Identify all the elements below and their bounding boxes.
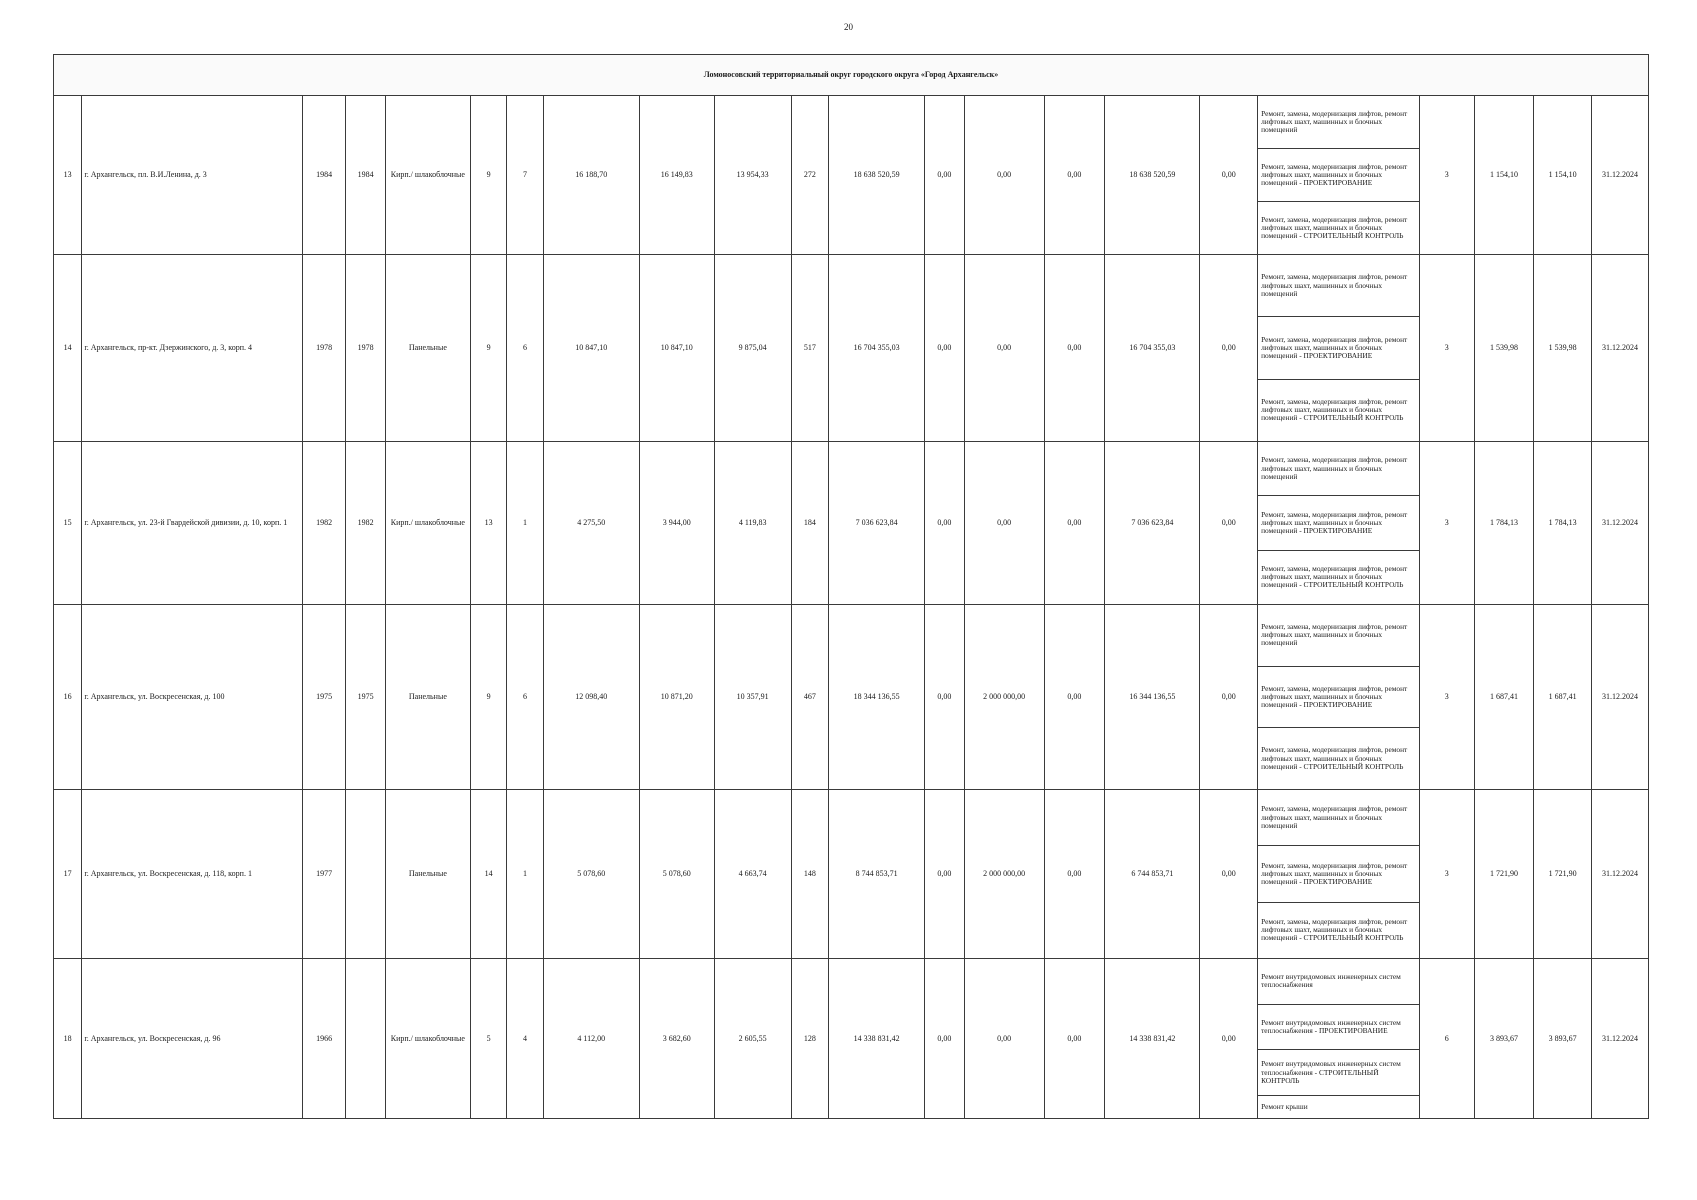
work-item (1258, 790, 1419, 846)
work-code-cell: 6 (1419, 959, 1474, 1119)
work-code-cell: 3 (1419, 96, 1474, 255)
entrances-cell: 4 (507, 959, 543, 1119)
cost-c4-cell: 14 338 831,42 (1105, 959, 1200, 1119)
entrances-cell: 6 (507, 255, 543, 442)
address-cell: г. Архангельск, пл. В.И.Ленина, д. 3 (82, 96, 303, 255)
cost-c4-cell: 16 704 355,03 (1105, 255, 1200, 442)
works-cell (1258, 442, 1420, 605)
work-item-text: Ремонт, замена, модернизация лифтов, ремонт лифтовых шахт, машинных и блочных помещений - СТРОИТЕЛЬНЫЙ КОНТРОЛЬ (1261, 563, 1408, 590)
address-cell: г. Архангельск, ул. Воскресенская, д. 100 (82, 605, 303, 790)
area-a-cell: 5 078,60 (639, 790, 714, 959)
area-a-cell: 10 847,10 (639, 255, 714, 442)
cost-c3-cell: 0,00 (1044, 790, 1105, 959)
cost-c1-cell: 0,00 (925, 96, 964, 255)
cost-c1-cell: 0,00 (925, 605, 964, 790)
work-item-text: Ремонт, замена, модернизация лифтов, ремонт лифтовых шахт, машинных и блочных помещений - ПРОЕКТИРОВАНИЕ (1261, 683, 1408, 710)
works-list (1258, 96, 1419, 254)
cost-c1-cell: 0,00 (925, 255, 964, 442)
work-item-text: Ремонт, замена, модернизация лифтов, ремонт лифтовых шахт, машинных и блочных помещений - ПРОЕКТИРОВАНИЕ (1261, 509, 1408, 536)
deadline-cell: 31.12.2024 (1591, 255, 1648, 442)
cost-c3-cell: 0,00 (1044, 255, 1105, 442)
repair-register-table (53, 54, 1649, 1119)
limit-cost-cell: 3 893,67 (1534, 959, 1592, 1119)
wall-material-cell: Панельные (385, 255, 470, 442)
entrances-cell: 7 (507, 96, 543, 255)
unit-cost-cell: 1 784,13 (1474, 442, 1534, 605)
row-number-cell: 15 (54, 442, 82, 605)
entrances-cell: 6 (507, 605, 543, 790)
cost-c2-cell: 2 000 000,00 (964, 790, 1044, 959)
entrances-cell: 1 (507, 442, 543, 605)
year-renovation-cell: 1975 (346, 605, 385, 790)
cost-c1-cell: 0,00 (925, 442, 964, 605)
residents-cell: 128 (791, 959, 828, 1119)
area-a-cell: 3 944,00 (639, 442, 714, 605)
residents-cell: 467 (791, 605, 828, 790)
row-number-cell: 16 (54, 605, 82, 790)
cost-c5-cell: 0,00 (1200, 959, 1258, 1119)
deadline-cell: 31.12.2024 (1591, 790, 1648, 959)
unit-cost-cell: 3 893,67 (1474, 959, 1534, 1119)
work-item (1258, 96, 1419, 149)
cost-c5-cell: 0,00 (1200, 96, 1258, 255)
work-code-cell: 3 (1419, 255, 1474, 442)
works-list (1258, 959, 1419, 1118)
year-built-cell: 1982 (302, 442, 346, 605)
address-cell: г. Архангельск, пр-кт. Дзержинского, д. 3, корп. 4 (82, 255, 303, 442)
cost-c2-cell: 0,00 (964, 255, 1044, 442)
work-item-text: Ремонт внутридомовых инженерных систем теплоснабжения - ПРОЕКТИРОВАНИЕ (1261, 1017, 1401, 1035)
cost-c1-cell: 0,00 (925, 959, 964, 1119)
total-area-cell: 16 188,70 (543, 96, 639, 255)
residents-cell: 184 (791, 442, 828, 605)
year-renovation-cell (346, 790, 385, 959)
unit-cost-cell: 1 539,98 (1474, 255, 1534, 442)
cost-total-cell: 8 744 853,71 (829, 790, 925, 959)
year-renovation-cell: 1982 (346, 442, 385, 605)
cost-c5-cell: 0,00 (1200, 255, 1258, 442)
cost-c1-cell: 0,00 (925, 790, 964, 959)
cost-c2-cell: 0,00 (964, 959, 1044, 1119)
floors-cell: 13 (470, 442, 506, 605)
cost-c5-cell: 0,00 (1200, 790, 1258, 959)
year-renovation-cell: 1978 (346, 255, 385, 442)
table-row (54, 255, 1649, 442)
limit-cost-cell: 1 687,41 (1534, 605, 1592, 790)
unit-cost-cell: 1 721,90 (1474, 790, 1534, 959)
deadline-cell: 31.12.2024 (1591, 959, 1648, 1119)
area-b-cell: 4 663,74 (714, 790, 791, 959)
region-title: Ломоносовский территориальный округ городского округа «Город Архангельск» (54, 55, 1649, 96)
limit-cost-cell: 1 721,90 (1534, 790, 1592, 959)
limit-cost-cell: 1 784,13 (1534, 442, 1592, 605)
wall-material-cell: Панельные (385, 790, 470, 959)
limit-cost-cell: 1 539,98 (1534, 255, 1592, 442)
residents-cell: 272 (791, 96, 828, 255)
row-number-cell: 14 (54, 255, 82, 442)
work-code-cell: 3 (1419, 790, 1474, 959)
area-a-cell: 3 682,60 (639, 959, 714, 1119)
page-number: 20 (844, 22, 853, 32)
cost-c3-cell: 0,00 (1044, 442, 1105, 605)
year-built-cell: 1966 (302, 959, 346, 1119)
work-item-text: Ремонт, замена, модернизация лифтов, ремонт лифтовых шахт, машинных и блочных помещений (1261, 108, 1408, 135)
total-area-cell: 5 078,60 (543, 790, 639, 959)
cost-c2-cell: 0,00 (964, 442, 1044, 605)
cost-c2-cell: 0,00 (964, 96, 1044, 255)
floors-cell: 5 (470, 959, 506, 1119)
year-built-cell: 1984 (302, 96, 346, 255)
work-item-text: Ремонт, замена, модернизация лифтов, ремонт лифтовых шахт, машинных и блочных помещений - СТРОИТЕЛЬНЫЙ КОНТРОЛЬ (1261, 396, 1408, 423)
works-cell (1258, 96, 1420, 255)
floors-cell: 14 (470, 790, 506, 959)
cost-total-cell: 7 036 623,84 (829, 442, 925, 605)
residents-cell: 148 (791, 790, 828, 959)
work-item-text: Ремонт внутридомовых инженерных систем теплоснабжения (1261, 972, 1401, 990)
deadline-cell: 31.12.2024 (1591, 96, 1648, 255)
wall-material-cell: Панельные (385, 605, 470, 790)
wall-material-cell: Кирп./ шлакоблочные (385, 442, 470, 605)
table-row (54, 442, 1649, 605)
floors-cell: 9 (470, 255, 506, 442)
work-item (1258, 903, 1419, 958)
work-item-text: Ремонт, замена, модернизация лифтов, ремонт лифтовых шахт, машинных и блочных помещений - СТРОИТЕЛЬНЫЙ КОНТРОЛЬ (1261, 745, 1408, 771)
area-b-cell: 13 954,33 (714, 96, 791, 255)
total-area-cell: 4 112,00 (543, 959, 639, 1119)
works-cell (1258, 959, 1420, 1119)
floors-cell: 9 (470, 605, 506, 790)
work-item (1258, 1005, 1419, 1051)
work-item (1258, 496, 1419, 550)
table-row (54, 959, 1649, 1119)
work-item (1258, 551, 1419, 604)
work-item (1258, 202, 1419, 254)
cost-c2-cell: 2 000 000,00 (964, 605, 1044, 790)
work-item (1258, 1096, 1419, 1118)
row-number-cell: 18 (54, 959, 82, 1119)
work-item (1258, 728, 1419, 789)
works-list (1258, 605, 1419, 789)
year-renovation-cell (346, 959, 385, 1119)
works-cell (1258, 605, 1420, 790)
year-renovation-cell: 1984 (346, 96, 385, 255)
entrances-cell: 1 (507, 790, 543, 959)
cost-c3-cell: 0,00 (1044, 959, 1105, 1119)
cost-c4-cell: 7 036 623,84 (1105, 442, 1200, 605)
row-number-cell: 17 (54, 790, 82, 959)
cost-c5-cell: 0,00 (1200, 442, 1258, 605)
work-item (1258, 1050, 1419, 1096)
wall-material-cell: Кирп./ шлакоблочные (385, 959, 470, 1119)
residents-cell: 517 (791, 255, 828, 442)
address-cell: г. Архангельск, ул. 23-й Гвардейской дивизии, д. 10, корп. 1 (82, 442, 303, 605)
work-item-text: Ремонт внутридомовых инженерных систем теплоснабжения - СТРОИТЕЛЬНЫЙ КОНТРОЛЬ (1261, 1059, 1401, 1085)
work-item (1258, 317, 1419, 379)
work-code-cell: 3 (1419, 442, 1474, 605)
cost-total-cell: 18 638 520,59 (829, 96, 925, 255)
unit-cost-cell: 1 687,41 (1474, 605, 1534, 790)
cost-total-cell: 18 344 136,55 (829, 605, 925, 790)
cost-c4-cell: 18 638 520,59 (1105, 96, 1200, 255)
cost-c3-cell: 0,00 (1044, 96, 1105, 255)
table-row (54, 790, 1649, 959)
table-row (54, 96, 1649, 255)
work-item-text: Ремонт, замена, модернизация лифтов, ремонт лифтовых шахт, машинных и блочных помещений - СТРОИТЕЛЬНЫЙ КОНТРОЛЬ (1261, 214, 1408, 241)
deadline-cell: 31.12.2024 (1591, 442, 1648, 605)
work-item (1258, 959, 1419, 1005)
works-cell (1258, 790, 1420, 959)
work-code-cell: 3 (1419, 605, 1474, 790)
wall-material-cell: Кирп./ шлакоблочные (385, 96, 470, 255)
area-b-cell: 2 605,55 (714, 959, 791, 1119)
works-list (1258, 442, 1419, 604)
work-item-text: Ремонт, замена, модернизация лифтов, ремонт лифтовых шахт, машинных и блочных помещений - ПРОЕКТИРОВАНИЕ (1261, 161, 1408, 188)
cost-c5-cell: 0,00 (1200, 605, 1258, 790)
work-item (1258, 605, 1419, 667)
work-item (1258, 380, 1419, 441)
area-a-cell: 10 871,20 (639, 605, 714, 790)
cost-c3-cell: 0,00 (1044, 605, 1105, 790)
work-item-text: Ремонт, замена, модернизация лифтов, ремонт лифтовых шахт, машинных и блочных помещений (1261, 621, 1408, 648)
floors-cell: 9 (470, 96, 506, 255)
area-a-cell: 16 149,83 (639, 96, 714, 255)
cost-total-cell: 14 338 831,42 (829, 959, 925, 1119)
work-item-text: Ремонт, замена, модернизация лифтов, ремонт лифтовых шахт, машинных и блочных помещений (1261, 455, 1408, 481)
year-built-cell: 1977 (302, 790, 346, 959)
work-item (1258, 149, 1419, 202)
works-list (1258, 255, 1419, 441)
limit-cost-cell: 1 154,10 (1534, 96, 1592, 255)
work-item (1258, 442, 1419, 496)
cost-c4-cell: 6 744 853,71 (1105, 790, 1200, 959)
work-item (1258, 846, 1419, 902)
work-item-text: Ремонт, замена, модернизация лифтов, ремонт лифтовых шахт, машинных и блочных помещений (1261, 804, 1408, 830)
work-item-text: Ремонт, замена, модернизация лифтов, ремонт лифтовых шахт, машинных и блочных помещений - ПРОЕКТИРОВАНИЕ (1261, 860, 1408, 887)
work-item-text: Ремонт, замена, модернизация лифтов, ремонт лифтовых шахт, машинных и блочных помещений - СТРОИТЕЛЬНЫЙ КОНТРОЛЬ (1261, 916, 1408, 943)
unit-cost-cell: 1 154,10 (1474, 96, 1534, 255)
total-area-cell: 4 275,50 (543, 442, 639, 605)
total-area-cell: 10 847,10 (543, 255, 639, 442)
work-item (1258, 667, 1419, 729)
works-list (1258, 790, 1419, 958)
area-b-cell: 9 875,04 (714, 255, 791, 442)
work-item (1258, 255, 1419, 317)
table-row (54, 605, 1649, 790)
area-b-cell: 4 119,83 (714, 442, 791, 605)
address-cell: г. Архангельск, ул. Воскресенская, д. 118, корп. 1 (82, 790, 303, 959)
cost-c4-cell: 16 344 136,55 (1105, 605, 1200, 790)
cost-total-cell: 16 704 355,03 (829, 255, 925, 442)
work-item-text: Ремонт, замена, модернизация лифтов, ремонт лифтовых шахт, машинных и блочных помещений - ПРОЕКТИРОВАНИЕ (1261, 334, 1408, 361)
row-number-cell: 13 (54, 96, 82, 255)
work-item-text: Ремонт крыши (1261, 1101, 1308, 1111)
deadline-cell: 31.12.2024 (1591, 605, 1648, 790)
works-cell (1258, 255, 1420, 442)
area-b-cell: 10 357,91 (714, 605, 791, 790)
work-item-text: Ремонт, замена, модернизация лифтов, ремонт лифтовых шахт, машинных и блочных помещений (1261, 272, 1408, 298)
year-built-cell: 1975 (302, 605, 346, 790)
year-built-cell: 1978 (302, 255, 346, 442)
address-cell: г. Архангельск, ул. Воскресенская, д. 96 (82, 959, 303, 1119)
total-area-cell: 12 098,40 (543, 605, 639, 790)
